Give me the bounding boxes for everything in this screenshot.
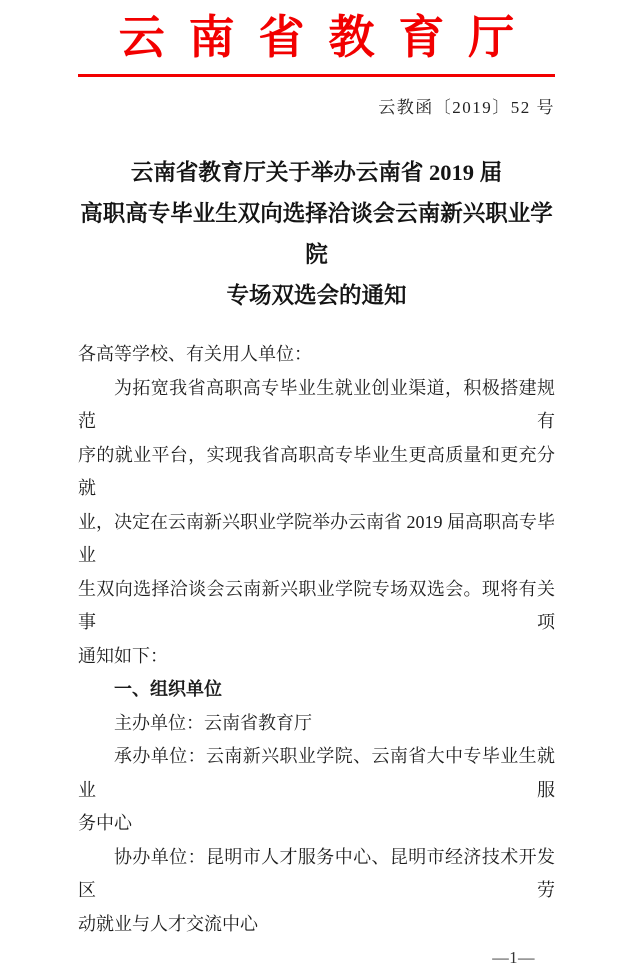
document-body	[78, 338, 555, 941]
paragraph-line: 为拓宽我省高职高专毕业生就业创业渠道，积极搭建规范有	[78, 377, 555, 431]
section-heading: 一、组织单位	[114, 679, 222, 699]
title-line-3: 专场双选会的通知	[226, 283, 407, 308]
title-line-1: 云南省教育厅关于举办云南省 2019 届	[130, 160, 503, 185]
paragraph-line: 业，决定在云南新兴职业学院举办云南省 2019 届高职高专毕业	[78, 511, 555, 565]
host-unit-line: 主办单位：云南省教育厅	[114, 712, 312, 733]
letterhead-divider-line	[78, 74, 555, 77]
agency-name: 云南省教育厅	[118, 12, 539, 63]
organizer-unit-line: 承办单位：云南新兴职业学院、云南省大中专毕业生就业服	[78, 746, 555, 800]
paragraph-line: 序的就业平台，实现我省高职高专毕业生更高质量和更充分就	[78, 444, 555, 498]
page-footer	[78, 948, 555, 968]
title-line-2: 高职高专毕业生双向选择洽谈会云南新兴职业学院	[80, 201, 553, 267]
organizer-unit-line: 务中心	[78, 813, 132, 833]
paragraph-line: 通知如下：	[78, 645, 168, 666]
letterhead	[78, 10, 555, 118]
document-title	[78, 152, 555, 316]
paragraph-line: 生双向选择洽谈会云南新兴职业学院专场双选会。现将有关事项	[78, 578, 555, 632]
document-number: 云教函〔2019〕52 号	[378, 98, 555, 117]
page-number: —1—	[492, 948, 535, 967]
salutation-line: 各高等学校、有关用人单位：	[78, 344, 312, 364]
co-organizer-line: 动就业与人才交流中心	[78, 913, 258, 934]
co-organizer-line: 协办单位：昆明市人才服务中心、昆明市经济技术开发区劳	[78, 846, 555, 900]
